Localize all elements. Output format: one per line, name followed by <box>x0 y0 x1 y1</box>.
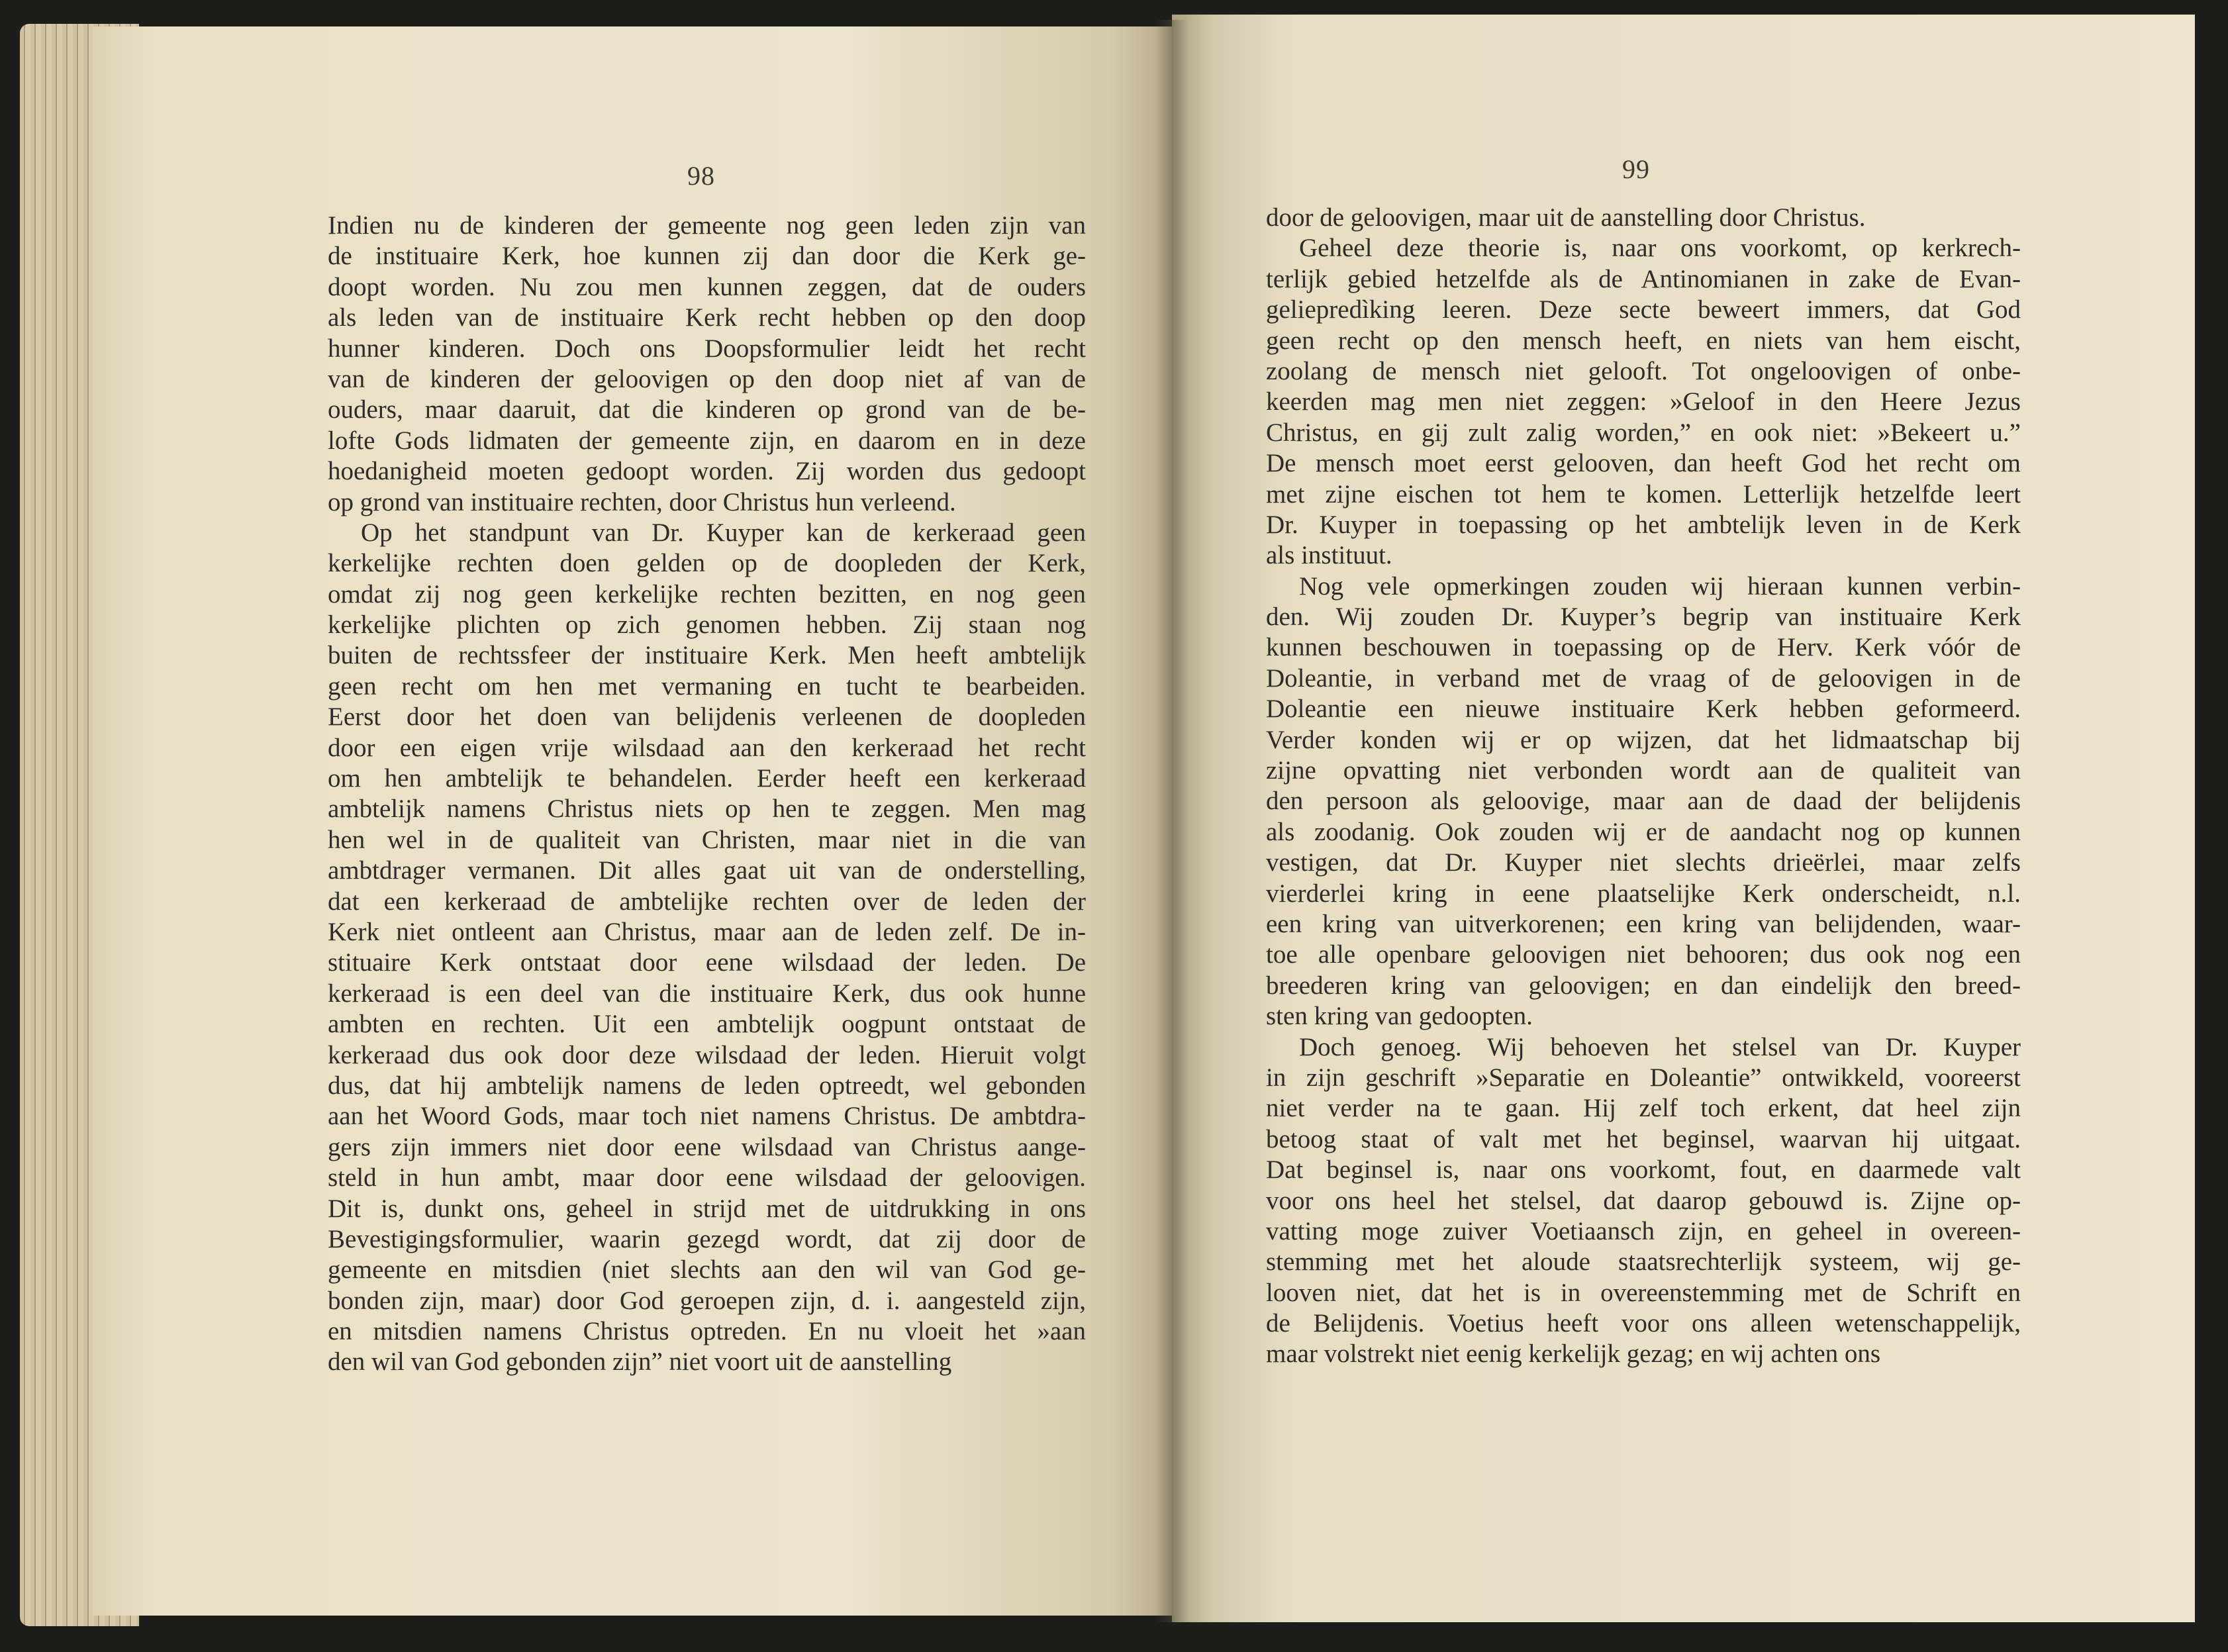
text-line: den wil van God gebonden zijn” niet voort uit de aanstelling <box>328 1347 952 1377</box>
text-line: door de geloovigen, maar uit de aanstelling door Christus. <box>1266 203 1866 232</box>
text-line: kerkeraad is een deel van die instituaire Kerk, dus ook hunne <box>328 979 1086 1008</box>
text-line: vierderlei kring in eene plaatselijke Kerk onderscheidt, n.l. <box>1266 879 2021 908</box>
text-line: Doch genoeg. Wij behoeven het stelsel van Dr. Kuyper <box>1299 1032 2021 1061</box>
text-line: de Belijdenis. Voetius heeft voor ons alleen wetenschappelijk, <box>1266 1309 2021 1338</box>
text-line: dat een kerkeraad de ambtelijke rechten over de leden der <box>328 887 1086 916</box>
text-line: omdat zij nog geen kerkelijke rechten bezitten, en nog geen <box>328 579 1086 608</box>
text-line: hunner kinderen. Doch ons Doopsformulier leidt het recht <box>328 334 1086 363</box>
text-line: buiten de rechtssfeer der instituaire Kerk. Men heeft ambtelijk <box>328 641 1086 670</box>
text-line: Doleantie, in verband met de vraag of de geloovigen in de <box>1266 663 2021 693</box>
text-line: stituaire Kerk ontstaat door eene wilsdaad der leden. De <box>328 948 1086 977</box>
text-line: sten kring van gedoopten. <box>1266 1002 1533 1031</box>
text-line: toe alle openbare geloovigen niet behooren; dus ook nog een <box>1266 940 2021 969</box>
text-line: gemeente en mitsdien (niet slechts aan den wil van God ge- <box>328 1255 1086 1285</box>
text-line: als instituut. <box>1266 541 1392 570</box>
text-line: maar volstrekt niet eenig kerkelijk gezag; en wij achten ons <box>1266 1339 1881 1369</box>
text-line: betoog staat of valt met het beginsel, waarvan hij uitgaat. <box>1266 1124 2021 1153</box>
text-line: niet verder na te gaan. Hij zelf toch erkent, dat heel zijn <box>1266 1094 2021 1123</box>
text-line: kerkelijke plichten op zich genomen hebben. Zij staan nog <box>328 610 1086 640</box>
text-line: Bevestigingsformulier, waarin gezegd wordt, dat zij door de <box>328 1224 1086 1253</box>
text-line: Op het standpunt van Dr. Kuyper kan de kerkeraad geen <box>361 518 1086 547</box>
page-number-right: 99 <box>1622 154 1650 184</box>
text-line: als leden van de instituaire Kerk recht hebben op den doop <box>328 303 1086 332</box>
text-line: Dit is, dunkt ons, geheel in strijd met de uitdrukking in ons <box>328 1194 1086 1223</box>
text-line: den persoon als geloovige, maar aan de daad der belijdenis <box>1266 787 2021 816</box>
text-line: vestigen, dat Dr. Kuyper niet slechts drieërlei, maar zelfs <box>1266 848 2021 877</box>
text-line: dus, dat hij ambtelijk namens de leden optreedt, wel gebonden <box>328 1071 1086 1100</box>
text-line: zijne opvatting niet verbonden wordt aan de qualiteit van <box>1266 756 2021 785</box>
text-line: zoolang de mensch niet gelooft. Tot ongeloovigen of onbe- <box>1266 356 2021 385</box>
text-line: aan het Woord Gods, maar toch niet namens Christus. De ambtdra- <box>328 1102 1086 1131</box>
text-line: met zijne eischen tot hem te komen. Letterlijk hetzelfde leert <box>1266 479 2021 509</box>
text-line: terlijk gebied hetzelfde als de Antinomianen in zake de Evan- <box>1266 264 2021 293</box>
text-line: doopt worden. Nu zou men kunnen zeggen, dat de ouders <box>328 272 1086 301</box>
text-line: Doleantie een nieuwe instituaire Kerk hebben geformeerd. <box>1266 695 2021 724</box>
text-line: gers zijn immers niet door eene wilsdaad van Christus aange- <box>328 1132 1086 1161</box>
text-line: ambtelijk namens Christus niets op hen te zeggen. Men mag <box>328 795 1086 824</box>
text-line: als zoodanig. Ook zouden wij er de aandacht nog op kunnen <box>1266 817 2021 846</box>
text-line: bonden zijn, maar) door God geroepen zijn, d. i. aangesteld zijn, <box>328 1286 1086 1315</box>
text-line: de instituaire Kerk, hoe kunnen zij dan door die Kerk ge- <box>328 242 1086 271</box>
text-line: voor ons heel het stelsel, dat daarop gebouwd is. Zijne op- <box>1266 1186 2021 1215</box>
text-line: hen wel in de qualiteit van Christen, maar niet in die van <box>328 825 1086 854</box>
text-line: lofte Gods lidmaten der gemeente zijn, en daarom en in deze <box>328 426 1086 455</box>
text-line: geen recht om hen met vermaning en tucht te bearbeiden. <box>328 671 1086 701</box>
text-line: hoedanigheid moeten gedoopt worden. Zij worden dus gedoopt <box>328 457 1086 486</box>
text-line: Christus, en gij zult zalig worden,” en ook niet: »Bekeert u.” <box>1266 418 2021 447</box>
text-line: op grond van instituaire rechten, door Christus hun verleend. <box>328 487 956 516</box>
text-line: Eerst door het doen van belijdenis verleenen de doopleden <box>328 703 1086 732</box>
text-line: geliepredìking leeren. Deze secte beweert immers, dat God <box>1266 295 2021 324</box>
text-line: kerkeraad dus ook door deze wilsdaad der leden. Hieruit volgt <box>328 1040 1086 1069</box>
text-line: Nog vele opmerkingen zouden wij hieraan kunnen verbin- <box>1299 571 2021 601</box>
text-line: geen recht op den mensch heeft, en niets van hem eischt, <box>1266 326 2021 355</box>
text-line: stemming met het aloude staatsrechterlijk systeem, wij ge- <box>1266 1247 2021 1277</box>
text-line: door een eigen vrije wilsdaad aan den kerkeraad het recht <box>328 733 1086 762</box>
text-line: ouders, maar daaruit, dat die kinderen op grond van de be- <box>328 395 1086 424</box>
text-line: Dat beginsel is, naar ons voorkomt, fout, en daarmede valt <box>1266 1155 2021 1185</box>
page-number-left: 98 <box>687 161 715 191</box>
text-line: kerkelijke rechten doen gelden op de doopleden der Kerk, <box>328 549 1086 578</box>
text-line: steld in hun ambt, maar door eene wilsdaad der geloovigen. <box>328 1163 1086 1192</box>
text-line: Geheel deze theorie is, naar ons voorkomt, op kerkrech- <box>1299 234 2021 263</box>
left-page-text <box>328 211 1086 1378</box>
text-line: een kring van uitverkorenen; een kring van belijdenden, waar- <box>1266 909 2021 938</box>
book-gutter <box>1155 20 1188 1622</box>
text-line: vatting moge zuiver Voetiaansch zijn, en geheel in overeen- <box>1266 1216 2021 1245</box>
text-line: kunnen beschouwen in toepassing op de Herv. Kerk vóór de <box>1266 633 2021 662</box>
text-line: en mitsdien namens Christus optreden. En nu vloeit het »aan <box>328 1317 1086 1346</box>
text-line: van de kinderen der geloovigen op den doop niet af van de <box>328 364 1086 393</box>
text-line: in zijn geschrift »Separatie en Doleantie” ontwikkeld, vooreerst <box>1266 1063 2021 1092</box>
text-line: De mensch moet eerst gelooven, dan heeft God het recht om <box>1266 449 2021 478</box>
text-line: om hen ambtelijk te behandelen. Eerder heeft een kerkeraad <box>328 764 1086 793</box>
text-line: ambtdrager vermanen. Dit alles gaat uit van de onderstelling, <box>328 856 1086 885</box>
text-line: breederen kring van geloovigen; en dan eindelijk den breed- <box>1266 971 2021 1000</box>
text-line: Indien nu de kinderen der gemeente nog geen leden zijn van <box>328 211 1086 240</box>
text-line: Dr. Kuyper in toepassing op het ambtelijk leven in de Kerk <box>1266 510 2021 539</box>
text-line: den. Wij zouden Dr. Kuyper’s begrip van instituaire Kerk <box>1266 603 2021 632</box>
text-line: Kerk niet ontleent aan Christus, maar aan de leden zelf. De in- <box>328 917 1086 946</box>
text-line: looven niet, dat het is in overeenstemming met de Schrift en <box>1266 1278 2021 1307</box>
right-page-text <box>1266 203 2021 1370</box>
text-line: ambten en rechten. Uit een ambtelijk oogpunt ontstaat de <box>328 1010 1086 1039</box>
text-line: Verder konden wij er op wijzen, dat het lidmaatschap bij <box>1266 725 2021 754</box>
text-line: keerden mag men niet zeggen: »Geloof in den Heere Jezus <box>1266 387 2021 416</box>
